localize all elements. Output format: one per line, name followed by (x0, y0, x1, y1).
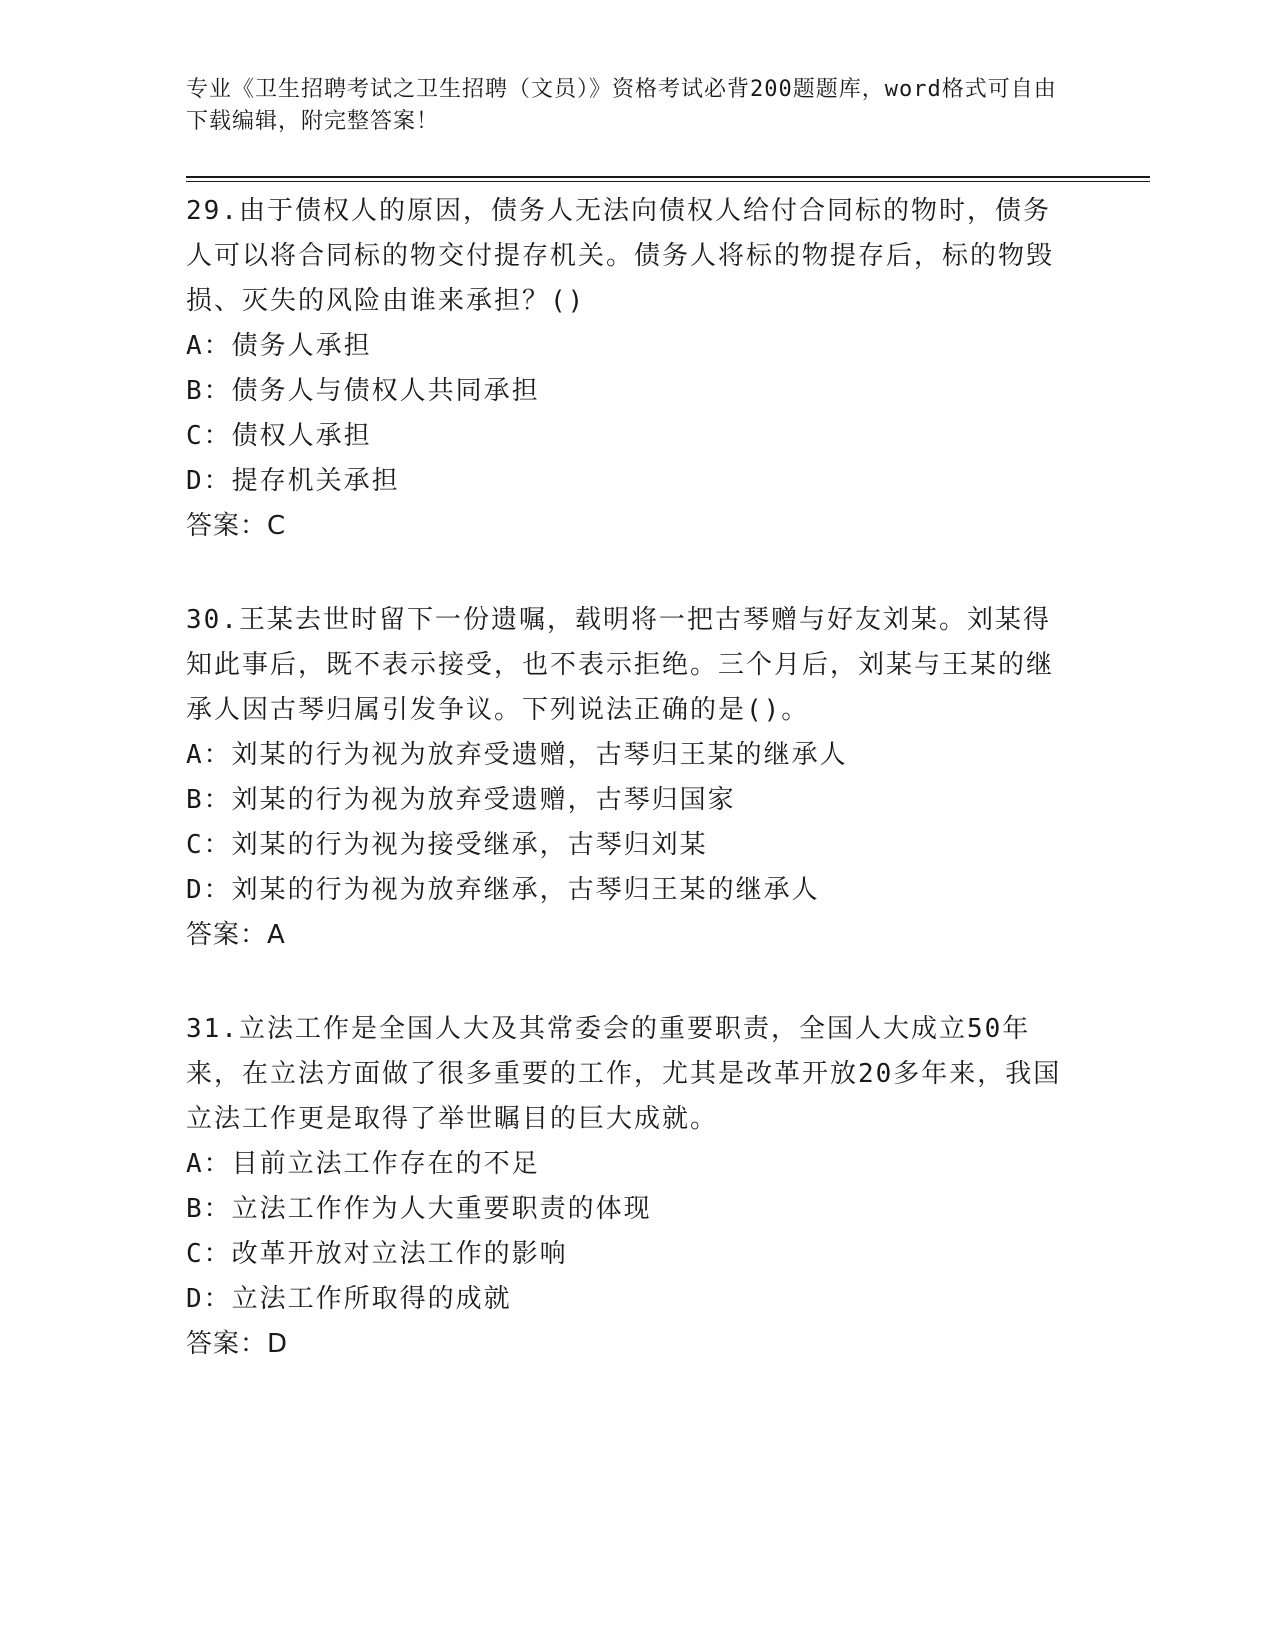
question-stem: 30.王某去世时留下一份遗嘱，载明将一把古琴赠与好友刘某。刘某得知此事后，既不表示接受，也不表示拒绝。三个月后，刘某与王某的继承人因古琴归属引发争议。下列说法正确的是()。 (186, 605, 1055, 725)
question-stem: 31.立法工作是全国人大及其常委会的重要职责，全国人大成立50年来，在立法方面做了很多重要的工作，尤其是改革开放20多年来，我国立法工作更是取得了举世瞩目的巨大成就。 (186, 1014, 1062, 1134)
question-29 (186, 189, 1086, 549)
option-d: D：提存机关承担 (186, 466, 400, 496)
option-a: A：债务人承担 (186, 331, 372, 361)
option-b: B：立法工作作为人大重要职责的体现 (186, 1194, 652, 1224)
answer-line: 答案：C (186, 511, 287, 541)
option-c: C：债权人承担 (186, 421, 372, 451)
answer-line: 答案：D (186, 1329, 289, 1359)
option-c: C：刘某的行为视为接受继承，古琴归刘某 (186, 830, 708, 860)
option-b: B：债务人与债权人共同承担 (186, 376, 540, 406)
header-rule-thin (186, 181, 1150, 182)
option-d: D：立法工作所取得的成就 (186, 1284, 512, 1314)
header-rule-thick (186, 176, 1150, 178)
option-b: B：刘某的行为视为放弃受遗赠，古琴归国家 (186, 785, 736, 815)
answer-line: 答案：A (186, 920, 286, 950)
document-header: 专业《卫生招聘考试之卫生招聘（文员）》资格考试必背200题题库，word格式可自由下载编辑，附完整答案！ (186, 77, 1057, 134)
option-a: A：目前立法工作存在的不足 (186, 1149, 540, 1179)
option-d: D：刘某的行为视为放弃继承，古琴归王某的继承人 (186, 875, 820, 905)
question-30 (186, 598, 1086, 958)
question-stem: 29.由于债权人的原因，债务人无法向债权人给付合同标的物时，债务人可以将合同标的物交付提存机关。债务人将标的物提存后，标的物毁损、灭失的风险由谁来承担？() (186, 196, 1055, 316)
question-31 (186, 1007, 1086, 1367)
option-a: A：刘某的行为视为放弃受遗赠，古琴归王某的继承人 (186, 740, 848, 770)
option-c: C：改革开放对立法工作的影响 (186, 1239, 568, 1269)
